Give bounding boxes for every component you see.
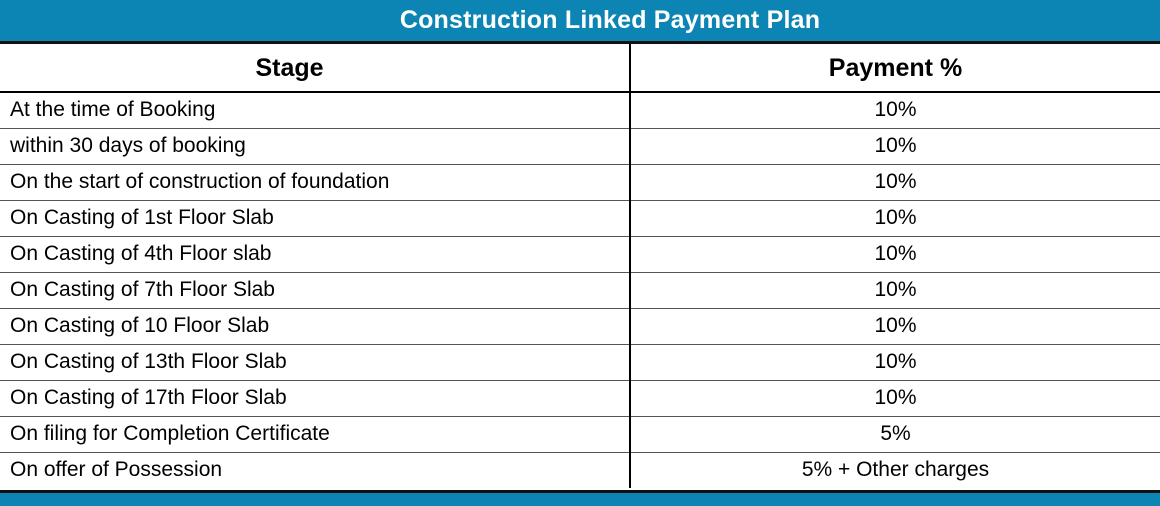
table-row: [0, 344, 1160, 380]
table-header-row: [0, 44, 1160, 92]
column-header-stage: Stage: [0, 44, 630, 92]
cell-stage: On filing for Completion Certificate: [0, 416, 630, 452]
cell-stage: On the start of construction of foundation: [0, 164, 630, 200]
table-header: [0, 44, 1160, 92]
table-row: [0, 200, 1160, 236]
payment-plan-table: [0, 44, 1160, 488]
table-body: [0, 92, 1160, 488]
table-row: [0, 308, 1160, 344]
cell-payment: 10%: [630, 164, 1160, 200]
cell-payment: 10%: [630, 236, 1160, 272]
cell-payment: 10%: [630, 380, 1160, 416]
table-row: [0, 380, 1160, 416]
cell-stage: On Casting of 17th Floor Slab: [0, 380, 630, 416]
table-row: [0, 92, 1160, 128]
cell-payment: 10%: [630, 308, 1160, 344]
cell-stage: within 30 days of booking: [0, 128, 630, 164]
table-row: [0, 236, 1160, 272]
table-row: [0, 272, 1160, 308]
table-row: [0, 416, 1160, 452]
cell-payment: 10%: [630, 128, 1160, 164]
cell-stage: On Casting of 4th Floor slab: [0, 236, 630, 272]
page-title: Construction Linked Payment Plan: [399, 6, 821, 34]
cell-payment: 5%: [630, 416, 1160, 452]
cell-stage: On Casting of 10 Floor Slab: [0, 308, 630, 344]
cell-payment: 10%: [630, 92, 1160, 128]
cell-stage: On offer of Possession: [0, 452, 630, 488]
table-row: [0, 452, 1160, 488]
cell-stage: On Casting of 1st Floor Slab: [0, 200, 630, 236]
cell-payment: 10%: [630, 200, 1160, 236]
cell-payment: 5% + Other charges: [801, 458, 990, 482]
column-header-payment: Payment %: [630, 44, 1160, 92]
page-title-bar: [0, 0, 1160, 44]
table-row: [0, 164, 1160, 200]
cell-stage: At the time of Booking: [0, 92, 630, 128]
cell-stage: On Casting of 7th Floor Slab: [0, 272, 630, 308]
cell-stage: On Casting of 13th Floor Slab: [0, 344, 630, 380]
table-row: [0, 128, 1160, 164]
footer-bar: [0, 490, 1160, 506]
cell-payment: 10%: [630, 272, 1160, 308]
cell-payment: 10%: [630, 344, 1160, 380]
